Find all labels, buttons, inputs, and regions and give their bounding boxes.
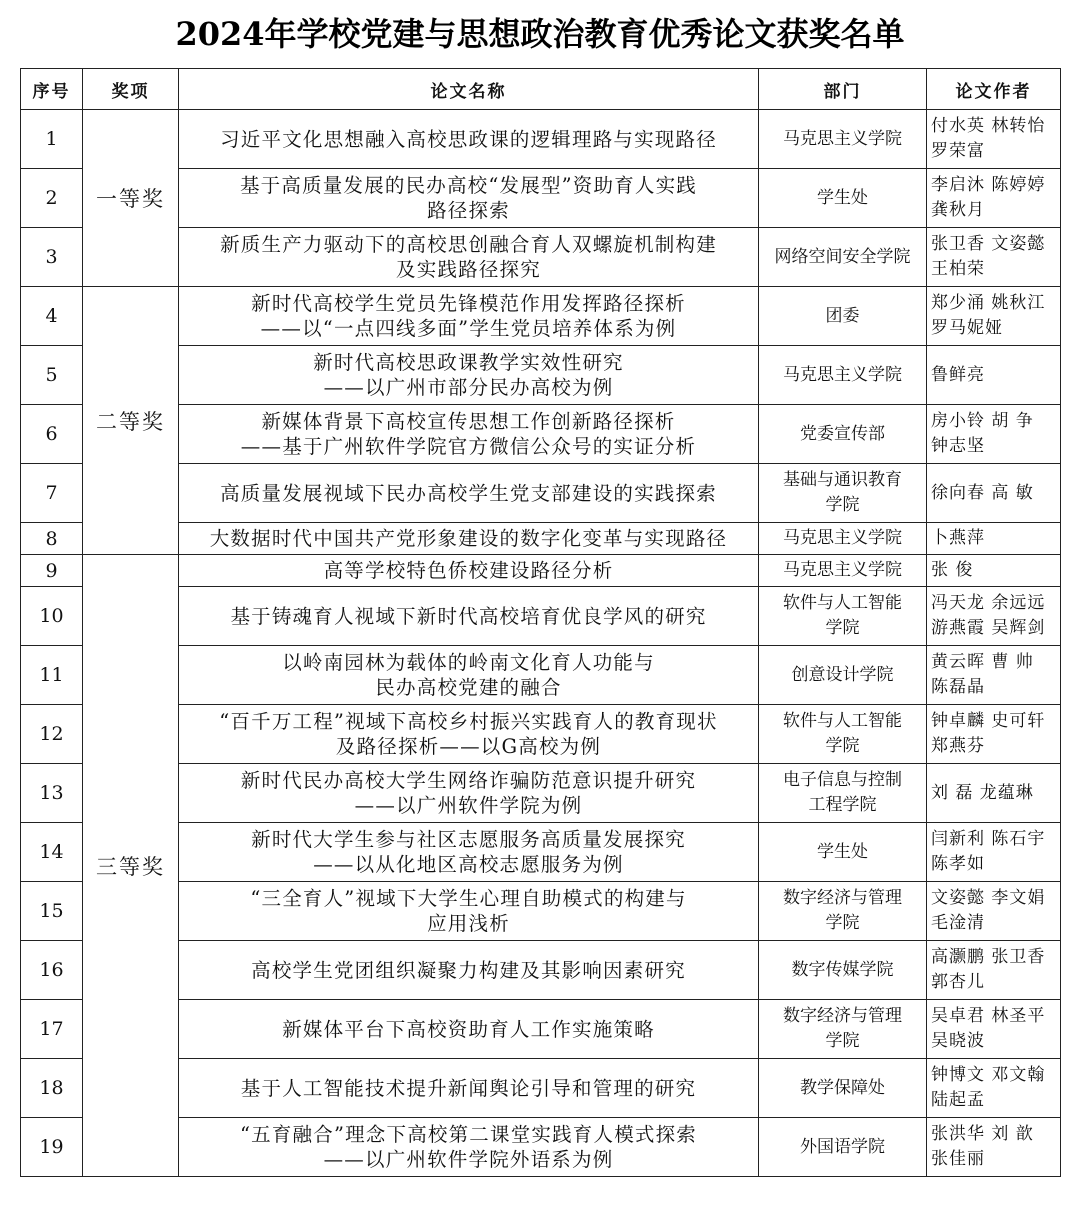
cell-authors — [927, 555, 1061, 587]
cell-authors — [927, 882, 1061, 941]
cell-authors-line: 陈孝如 — [931, 854, 985, 874]
cell-title-line: 高质量发展视域下民办高校学生党支部建设的实践探索 — [220, 481, 717, 505]
cell-dept-line: 软件与人工智能 — [783, 593, 902, 613]
cell-authors — [927, 228, 1061, 287]
cell-no: 16 — [21, 941, 83, 1000]
cell-title-line: 新时代民办高校大学生网络诈骗防范意识提升研究 — [240, 769, 697, 792]
cell-title-line: 新媒体平台下高校资助育人工作实施策略 — [282, 1017, 655, 1041]
cell-title — [179, 405, 759, 464]
cell-authors — [927, 1059, 1061, 1118]
cell-authors — [927, 705, 1061, 764]
cell-authors-line: 黄云晖 曹 帅 — [931, 652, 1034, 672]
cell-authors-line: 陆起孟 — [931, 1090, 985, 1110]
cell-authors-line: 吴卓君 林圣平 — [931, 1006, 1046, 1026]
cell-title-line: 新时代高校思政课教学实效性研究 — [313, 351, 624, 374]
cell-title-line: “五育融合”理念下高校第二课堂实践育人模式探索 — [239, 1123, 698, 1146]
cell-dept-line: 马克思主义学院 — [783, 128, 902, 149]
cell-dept-line: 学院 — [825, 1031, 860, 1051]
cell-authors-line: 罗荣富 — [931, 141, 985, 161]
cell-no: 12 — [21, 705, 83, 764]
cell-title — [179, 646, 759, 705]
cell-title-line: 高校学生党团组织凝聚力构建及其影响因素研究 — [251, 958, 686, 982]
cell-authors-line: 吴晓波 — [931, 1031, 985, 1051]
cell-authors-line: 高灏鹏 张卫香 — [931, 947, 1046, 967]
cell-authors-line: 张卫香 文姿懿 — [931, 234, 1046, 254]
cell-title-line: ——以广州软件学院为例 — [354, 794, 583, 817]
cell-authors-line: 刘 磊 龙蕴琳 — [931, 782, 1034, 803]
cell-title-line: 及实践路径探究 — [396, 258, 541, 281]
cell-dept — [759, 823, 927, 882]
cell-no: 18 — [21, 1059, 83, 1118]
cell-no: 17 — [21, 1000, 83, 1059]
cell-no: 10 — [21, 587, 83, 646]
cell-no: 7 — [21, 464, 83, 523]
cell-title-line: ——以从化地区高校志愿服务为例 — [313, 853, 624, 876]
cell-no: 15 — [21, 882, 83, 941]
cell-authors-line: 钟卓麟 史可轩 — [931, 711, 1046, 731]
cell-title — [179, 287, 759, 346]
cell-dept-line: 工程学院 — [808, 795, 877, 815]
cell-dept — [759, 1059, 927, 1118]
cell-title-line: ——以广州软件学院外语系为例 — [323, 1148, 614, 1171]
cell-authors-line: 冯天龙 余远远 — [931, 593, 1046, 613]
cell-authors — [927, 646, 1061, 705]
cell-authors — [927, 169, 1061, 228]
cell-authors-line: 游燕霞 吴辉剑 — [931, 618, 1046, 638]
cell-title-line: ——基于广州软件学院官方微信公众号的实证分析 — [240, 435, 697, 458]
cell-title-line: 应用浅析 — [427, 912, 510, 935]
cell-no: 1 — [21, 110, 83, 169]
cell-dept-line: 软件与人工智能 — [783, 711, 902, 731]
cell-authors — [927, 523, 1061, 555]
cell-award-first: 一等奖 — [83, 110, 179, 287]
cell-title-line: 高等学校特色侨校建设路径分析 — [323, 559, 614, 582]
cell-no: 11 — [21, 646, 83, 705]
cell-title-line: 基于人工智能技术提升新闻舆论引导和管理的研究 — [240, 1076, 697, 1100]
cell-authors-line: 卜燕萍 — [931, 528, 985, 548]
cell-authors — [927, 823, 1061, 882]
cell-authors — [927, 587, 1061, 646]
cell-award-second: 二等奖 — [83, 287, 179, 555]
cell-no: 9 — [21, 555, 83, 587]
cell-title — [179, 110, 759, 169]
cell-authors-line: 罗马妮娅 — [931, 318, 1003, 338]
cell-dept — [759, 405, 927, 464]
cell-dept-line: 学生处 — [817, 187, 868, 208]
cell-authors-line: 张 俊 — [931, 560, 974, 580]
cell-title — [179, 705, 759, 764]
header-dept: 部门 — [759, 69, 927, 110]
header-row — [21, 69, 1061, 110]
header-title: 论文名称 — [179, 69, 759, 110]
cell-authors-line: 毛淦清 — [931, 913, 985, 933]
cell-dept — [759, 169, 927, 228]
cell-authors — [927, 941, 1061, 1000]
cell-dept-line: 学院 — [825, 736, 860, 756]
cell-authors-line: 钟志坚 — [931, 436, 985, 456]
cell-dept — [759, 287, 927, 346]
cell-dept-line: 学院 — [825, 618, 860, 638]
cell-title — [179, 523, 759, 555]
cell-title — [179, 1118, 759, 1177]
cell-title-line: 习近平文化思想融入高校思政课的逻辑理路与实现路径 — [220, 127, 717, 151]
cell-dept — [759, 555, 927, 587]
cell-dept-line: 教学保障处 — [800, 1077, 885, 1098]
cell-authors-line: 付水英 林转怡 — [931, 116, 1046, 136]
header-no: 序号 — [21, 69, 83, 110]
cell-title-line: 新质生产力驱动下的高校思创融合育人双螺旋机制构建 — [220, 233, 717, 256]
table-row — [21, 287, 1061, 346]
page-title: 2024年学校党建与思想政治教育优秀论文获奖名单 — [175, 15, 905, 53]
cell-title-line: 基于高质量发展的民办高校“发展型”资助育人实践 — [239, 174, 698, 197]
cell-title-line: ——以“一点四线多面”学生党员培养体系为例 — [260, 317, 677, 340]
cell-title-line: 基于铸魂育人视域下新时代高校培育优良学风的研究 — [230, 604, 707, 628]
table-body — [21, 110, 1061, 1177]
cell-dept — [759, 1000, 927, 1059]
header-authors: 论文作者 — [927, 69, 1061, 110]
table-row — [21, 110, 1061, 169]
cell-dept-line: 外国语学院 — [800, 1136, 885, 1157]
cell-title-line: 及路径探析——以G高校为例 — [335, 735, 602, 758]
cell-dept — [759, 587, 927, 646]
cell-authors-line: 房小铃 胡 争 — [931, 411, 1034, 431]
cell-dept — [759, 110, 927, 169]
cell-title-line: ——以广州市部分民办高校为例 — [323, 376, 614, 399]
cell-authors-line: 郭杏儿 — [931, 972, 985, 992]
cell-authors — [927, 1118, 1061, 1177]
cell-title — [179, 228, 759, 287]
cell-dept-line: 电子信息与控制 — [783, 770, 902, 790]
cell-authors-line: 闫新利 陈石宇 — [931, 829, 1046, 849]
cell-authors-line: 郑少涌 姚秋江 — [931, 293, 1046, 313]
cell-dept-line: 学院 — [825, 913, 860, 933]
cell-title — [179, 764, 759, 823]
cell-authors-line: 龚秋月 — [931, 200, 985, 220]
cell-dept-line: 党委宣传部 — [800, 423, 885, 444]
cell-authors — [927, 1000, 1061, 1059]
cell-authors-line: 徐向春 高 敏 — [931, 482, 1034, 503]
cell-dept-line: 马克思主义学院 — [783, 364, 902, 385]
cell-no: 2 — [21, 169, 83, 228]
cell-authors-line: 鲁鲜亮 — [931, 364, 985, 385]
table-row — [21, 555, 1061, 587]
cell-dept-line: 马克思主义学院 — [783, 560, 902, 580]
cell-dept — [759, 464, 927, 523]
cell-title-line: 路径探索 — [427, 199, 510, 222]
cell-title — [179, 346, 759, 405]
cell-dept-line: 数字经济与管理 — [783, 1006, 902, 1026]
cell-authors — [927, 346, 1061, 405]
cell-authors — [927, 287, 1061, 346]
cell-authors-line: 李启沐 陈婷婷 — [931, 175, 1046, 195]
cell-title — [179, 823, 759, 882]
cell-dept — [759, 523, 927, 555]
cell-no: 4 — [21, 287, 83, 346]
header-award: 奖项 — [83, 69, 179, 110]
cell-dept-line: 创意设计学院 — [791, 664, 894, 685]
cell-dept — [759, 1118, 927, 1177]
cell-dept — [759, 764, 927, 823]
cell-title-line: 新时代高校学生党员先锋模范作用发挥路径探析 — [251, 292, 686, 315]
cell-dept-line: 网络空间安全学院 — [774, 246, 911, 267]
cell-no: 14 — [21, 823, 83, 882]
cell-dept-line: 学生处 — [817, 841, 868, 862]
cell-title-line: 大数据时代中国共产党形象建设的数字化变革与实现路径 — [209, 527, 728, 550]
cell-title — [179, 555, 759, 587]
cell-no: 3 — [21, 228, 83, 287]
cell-authors-line: 郑燕芬 — [931, 736, 985, 756]
cell-no: 8 — [21, 523, 83, 555]
cell-title — [179, 464, 759, 523]
cell-dept — [759, 346, 927, 405]
cell-title-line: “三全育人”视域下大学生心理自助模式的构建与 — [250, 887, 687, 910]
cell-authors-line: 张佳丽 — [931, 1149, 985, 1169]
cell-authors-line: 王柏荣 — [931, 259, 985, 279]
cell-award-third: 三等奖 — [83, 555, 179, 1177]
cell-dept — [759, 646, 927, 705]
cell-no: 5 — [21, 346, 83, 405]
cell-authors — [927, 764, 1061, 823]
cell-title — [179, 169, 759, 228]
cell-dept — [759, 228, 927, 287]
cell-title — [179, 1000, 759, 1059]
cell-dept-line: 基础与通识教育 — [783, 470, 902, 490]
cell-authors-line: 张洪华 刘 歆 — [931, 1124, 1034, 1144]
cell-no: 13 — [21, 764, 83, 823]
cell-title-line: 以岭南园林为载体的岭南文化育人功能与 — [282, 651, 655, 674]
cell-no: 19 — [21, 1118, 83, 1177]
cell-dept-line: 数字经济与管理 — [783, 888, 902, 908]
cell-dept-line: 数字传媒学院 — [791, 959, 894, 980]
cell-title — [179, 882, 759, 941]
cell-title-line: 民办高校党建的融合 — [375, 676, 562, 699]
cell-dept — [759, 941, 927, 1000]
cell-authors — [927, 464, 1061, 523]
cell-title-line: 新媒体背景下高校宣传思想工作创新路径探析 — [261, 410, 676, 433]
cell-title — [179, 941, 759, 1000]
cell-title-line: “百千万工程”视域下高校乡村振兴实践育人的教育现状 — [219, 710, 718, 733]
cell-title — [179, 587, 759, 646]
cell-title-line: 新时代大学生参与社区志愿服务高质量发展探究 — [251, 828, 686, 851]
cell-title — [179, 1059, 759, 1118]
cell-authors — [927, 110, 1061, 169]
awards-table — [20, 68, 1061, 1177]
cell-dept-line: 学院 — [825, 495, 860, 515]
cell-authors-line: 陈磊晶 — [931, 677, 985, 697]
cell-authors — [927, 405, 1061, 464]
cell-dept — [759, 705, 927, 764]
cell-authors-line: 钟博文 邓文翰 — [931, 1065, 1046, 1085]
cell-no: 6 — [21, 405, 83, 464]
cell-dept — [759, 882, 927, 941]
cell-authors-line: 文姿懿 李文娟 — [931, 888, 1046, 908]
cell-dept-line: 马克思主义学院 — [783, 528, 902, 548]
cell-dept-line: 团委 — [825, 305, 860, 326]
